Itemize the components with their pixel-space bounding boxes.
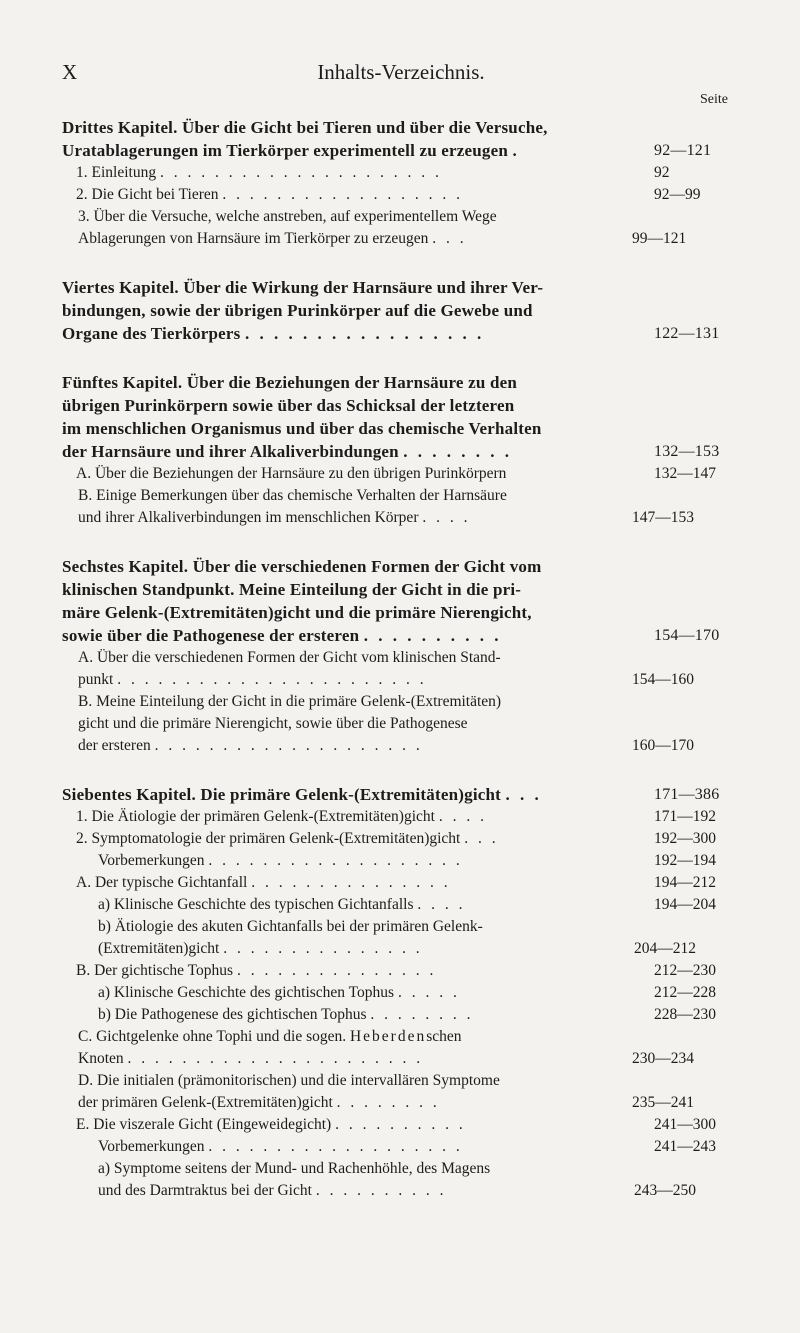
- toc-entry: B. Einige Bemerkungen über das chemische Verhalten der Harnsäure und ihrer Alkaliverbindungen im menschlichen Körper . . . . 147—153: [78, 487, 694, 526]
- chapter-4: [62, 276, 740, 345]
- toc-entry: 1. Die Ätiologie der primären Gelenk-(Extremitäten)gicht . . . . 171—192: [76, 808, 716, 825]
- toc-entry: B. Der gichtische Tophus . . . . . . . . . . . . . . . 212—230: [76, 962, 716, 979]
- chapter-3-title: Drittes Kapitel. Über die Gicht bei Tieren und über die Versuche, Uratablagerungen im Tierkörper experimentell zu erzeugen . 92—121: [62, 116, 740, 162]
- page-number: X: [62, 60, 78, 84]
- chapter-5-pages: 132—153: [654, 443, 720, 460]
- toc-entry: 2. Symptomatologie der primären Gelenk-(Extremitäten)gicht . . . 192—300: [76, 830, 716, 847]
- chapter-5: [62, 371, 740, 529]
- toc-entry: 1. Einleitung . . . . . . . . . . . . . . . . . . . . . 92: [76, 164, 670, 181]
- chapter-4-title: Viertes Kapitel. Über die Wirkung der Harnsäure und ihrer Ver- bindungen, sowie der übrigen Purinkörper auf die Gewebe und Organe des Tierkörpers . . . . . . . . . . . . . . . . . 122—131: [62, 276, 740, 345]
- toc-entry: A. Über die Beziehungen der Harnsäure zu den übrigen Purinkörpern 132—147: [76, 465, 716, 482]
- page-header: [62, 60, 740, 92]
- toc-entry: a) Klinische Geschichte des typischen Gichtanfalls . . . . 194—204: [98, 896, 716, 913]
- toc-entry: C. Gichtgelenke ohne Tophi und die sogen. Heberdenschen Knoten . . . . . . . . . . . . . . . . . . . . . . 230—234: [78, 1028, 694, 1067]
- toc-entry: D. Die initialen (prämonitorischen) und die intervallären Symptome der primären Gelenk-(Extremitäten)gicht . . . . . . . . 235—241: [78, 1072, 694, 1111]
- chapter-7: [62, 783, 740, 1202]
- toc-entry: E. Die viszerale Gicht (Eingeweidegicht) . . . . . . . . . . 241—300: [76, 1116, 716, 1133]
- chapter-3-pages: 92—121: [654, 142, 712, 159]
- chapter-7-title: Siebentes Kapitel. Die primäre Gelenk-(Extremitäten)gicht . . . 171—386: [62, 783, 740, 806]
- toc-entry: B. Meine Einteilung der Gicht in die primäre Gelenk-(Extremitäten) gicht und die primäre Nierengicht, sowie über die Pathogenese der ersteren . . . . . . . . . . . . . . . . . . . . 160—170: [78, 693, 694, 754]
- toc-entry: Vorbemerkungen . . . . . . . . . . . . . . . . . . . 192—194: [98, 852, 716, 869]
- toc-entry: A. Über die verschiedenen Formen der Gicht vom klinischen Stand- punkt . . . . . . . . . . . . . . . . . . . . . . . 154—160: [78, 649, 694, 688]
- toc-entry: a) Symptome seitens der Mund- und Rachenhöhle, des Magens und des Darmtraktus bei der Gicht . . . . . . . . . . 243—250: [98, 1160, 696, 1199]
- toc-entry: a) Klinische Geschichte des gichtischen Tophus . . . . . 212—228: [98, 984, 716, 1001]
- seite-label: Seite: [700, 92, 728, 107]
- chapter-3: [62, 116, 740, 250]
- toc-entry: b) Ätiologie des akuten Gichtanfalls bei der primären Gelenk- (Extremitäten)gicht . . . . . . . . . . . . . . . 204—212: [98, 918, 696, 957]
- chapter-4-pages: 122—131: [654, 325, 720, 342]
- toc-entry: Vorbemerkungen . . . . . . . . . . . . . . . . . . . 241—243: [98, 1138, 716, 1155]
- chapter-6: [62, 555, 740, 757]
- chapter-5-title: Fünftes Kapitel. Über die Beziehungen der Harnsäure zu den übrigen Purinkörpern sowie über das Schicksal der letzteren im menschlichen Organismus und über das chemische Verhalten der Harnsäure und ihrer Alkaliverbindungen . . . . . . . . 132—153: [62, 371, 740, 463]
- toc-entry: 2. Die Gicht bei Tieren . . . . . . . . . . . . . . . . . . 92—99: [76, 186, 701, 203]
- chapter-6-pages: 154—170: [654, 627, 720, 644]
- toc-page: [62, 60, 740, 1202]
- toc-entry: 3. Über die Versuche, welche anstreben, auf experimentellem Wege Ablagerungen von Harnsäure im Tierkörper zu erzeugen . . . 99—121: [78, 208, 687, 247]
- toc-entry: b) Die Pathogenese des gichtischen Tophus . . . . . . . . 228—230: [98, 1006, 716, 1023]
- chapter-6-title: Sechstes Kapitel. Über die verschiedenen Formen der Gicht vom klinischen Standpunkt. Meine Einteilung der Gicht in die pri- märe Gelenk-(Extremitäten)gicht und die primäre Nierengicht, sowie über die Pathogenese der ersteren . . . . . . . . . . 154—170: [62, 555, 740, 647]
- running-title: Inhalts-Verzeichnis.: [317, 60, 485, 84]
- toc-entry: A. Der typische Gichtanfall . . . . . . . . . . . . . . . 194—212: [76, 874, 716, 891]
- chapter-7-pages: 171—386: [654, 786, 720, 803]
